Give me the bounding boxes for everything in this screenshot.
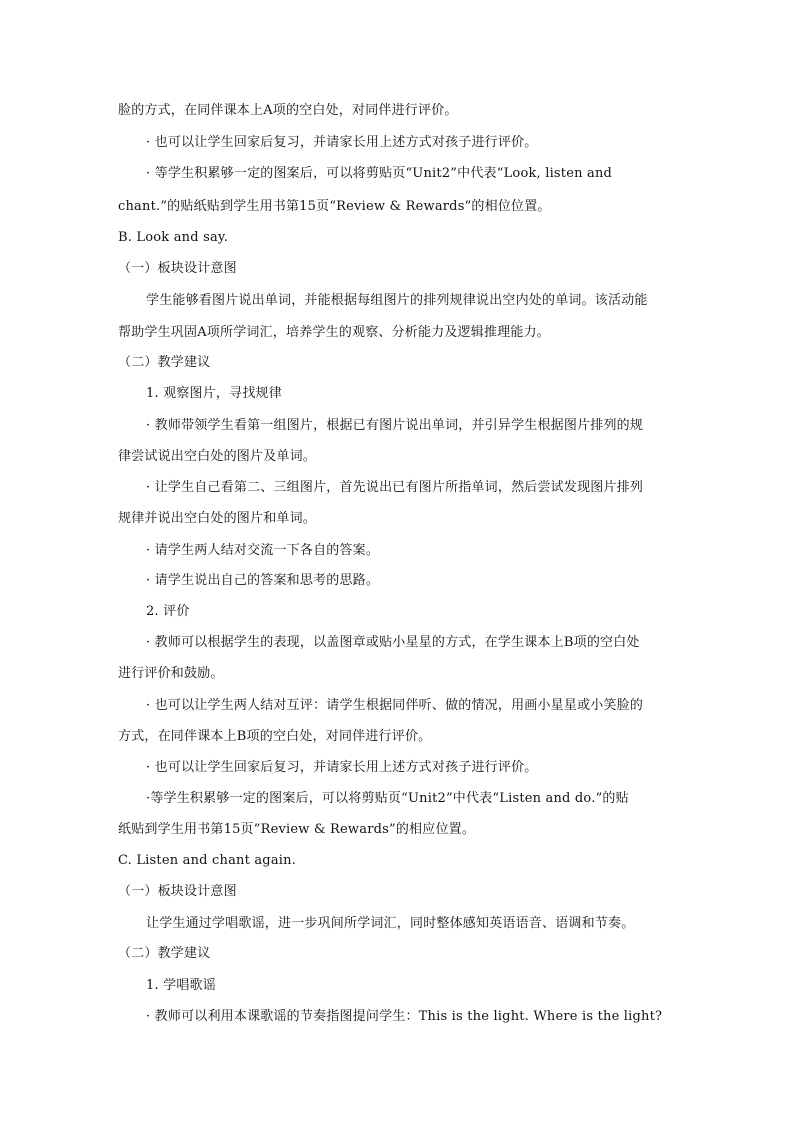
section-heading: B. Look and say.	[118, 230, 229, 245]
subsection-heading: （二）教学建议	[118, 355, 211, 370]
text-line: · 也可以让学生两人结对互评：请学生根据同伴听、做的情况，用画小星星或小笑脸的	[146, 698, 644, 713]
text-line: 脸的方式，在同伴课本上A项的空白处，对同伴进行评价。	[118, 103, 458, 118]
text-line: 学生能够看图片说出单词，并能根据每组图片的排列规律说出空内处的单词。该活动能	[146, 293, 648, 308]
text-line: 纸贴到学生用书第15页”Review & Rewards”的相应位置。	[118, 822, 476, 837]
text-line: · 教师带领学生看第一组图片，根据已有图片说出单词，并引异学生根据图片排列的规	[146, 418, 644, 433]
text-line: 1. 观察图片，寻找规律	[146, 386, 282, 401]
text-line: · 请学生说出自己的答案和思考的思路。	[146, 573, 380, 588]
text-line: 方式，在同伴课本上B项的空白处，对同伴进行评价。	[118, 729, 432, 744]
text-line: 规律并说出空白处的图片和单词。	[118, 511, 317, 526]
text-line: · 等学生积累够一定的图案后，可以将剪贴页“Unit2”中代表“Look, listen and	[146, 166, 613, 181]
text-line: · 请学生两人结对交流一下各自的答案。	[146, 543, 380, 558]
text-line: · 教师可以利用本课歌谣的节奏指图提问学生：This is the light. Where is the light?	[146, 1009, 663, 1024]
subsection-heading: （一）板块设计意图	[118, 884, 237, 899]
text-line: chant.”的贴纸贴到学生用书第15页“Review & Rewards”的相位位置。	[118, 199, 551, 214]
text-line: ·等学生积累够一定的图案后，可以将剪贴页“Unit2”中代表“Listen and do.”的贴	[146, 791, 629, 806]
section-heading: C. Listen and chant again.	[118, 853, 297, 868]
text-line: 2. 评价	[146, 604, 190, 619]
text-line: 律尝试说出空白处的图片及单词。	[118, 449, 317, 464]
text-line: 进行评价和鼓励。	[118, 666, 224, 681]
text-line: · 让学生自己看第二、三组图片，首先说出已有图片所指单词，然后尝试发现图片排列	[146, 480, 644, 495]
text-line: · 也可以让学生回家后复习，并请家长用上述方式对孩子进行评价。	[146, 760, 538, 775]
text-line: 1. 学唱歌谣	[146, 978, 216, 993]
subsection-heading: （二）教学建议	[118, 946, 211, 961]
text-line: 让学生通过学唱歌谣，进一步巩间所学词汇，同时整体感知英语语音、语调和节奏。	[146, 916, 635, 931]
text-line: · 教师可以根据学生的表现，以盖图章或贴小星星的方式，在学生课本上B项的空白处	[146, 635, 640, 650]
text-line: · 也可以让学生回家后复习，并请家长用上述方式对孩子进行评价。	[146, 135, 538, 150]
subsection-heading: （一）板块设计意图	[118, 261, 237, 276]
text-line: 帮助学生巩固A项所学词汇，培养学生的观察、分析能力及逻辑推理能力。	[118, 325, 550, 340]
